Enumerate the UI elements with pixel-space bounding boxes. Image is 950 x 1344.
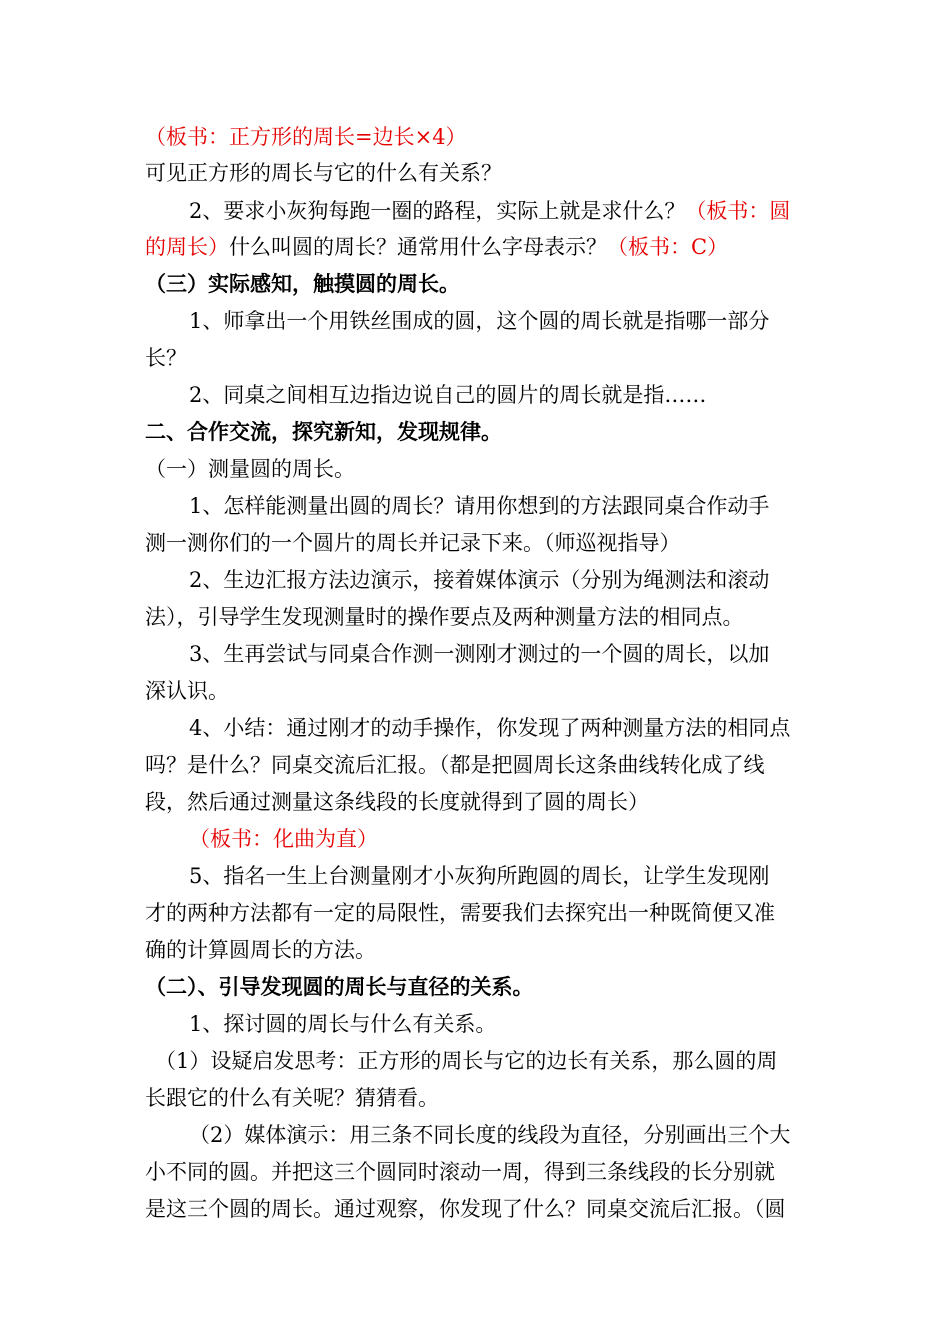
board-note: 的周长） (145, 235, 229, 259)
board-note-curve-to-line: （板书：化曲为直） (189, 827, 378, 851)
paragraph-line: （1）设疑启发思考：正方形的周长与它的边长有关系，那么圆的周 (155, 1049, 778, 1073)
paragraph-line: 5、指名一生上台测量刚才小灰狗所跑圆的周长，让学生发现刚 (189, 864, 770, 888)
subsection-heading: （一）测量圆的周长。 (145, 457, 355, 481)
paragraph-line: 2、要求小灰狗每跑一圈的路程，实际上就是求什么？（板书：圆 (189, 199, 791, 223)
section-heading: （三）实际感知，触摸圆的周长。 (145, 271, 460, 296)
paragraph-line: 1、师拿出一个用铁丝围成的圆，这个圆的周长就是指哪一部分 (189, 309, 770, 333)
board-note-c: （板书：C） (607, 235, 729, 259)
paragraph-line: 3、生再尝试与同桌合作测一测刚才测过的一个圆的周长，以加 (189, 642, 770, 666)
paragraph-line: 2、生边汇报方法边演示，接着媒体演示（分别为绳测法和滚动 (189, 568, 770, 592)
paragraph-line: 2、同桌之间相互边指边说自己的圆片的周长就是指…… (189, 383, 707, 407)
paragraph-line: 4、小结：通过刚才的动手操作，你发现了两种测量方法的相同点 (189, 716, 791, 740)
paragraph-line: 是这三个圆的周长。通过观察，你发现了什么？同桌交流后汇报。（圆 (145, 1197, 786, 1221)
paragraph-line: 长？ (145, 346, 187, 370)
paragraph-line: 的周长）什么叫圆的周长？通常用什么字母表示？（板书：C） (145, 235, 729, 259)
paragraph-line: 深认识。 (145, 679, 229, 703)
board-note-square: （板书：正方形的周长=边长×4） (145, 125, 467, 149)
paragraph-line: 确的计算圆周长的方法。 (145, 938, 376, 962)
paragraph-line: （2）媒体演示：用三条不同长度的线段为直径，分别画出三个大 (189, 1123, 791, 1147)
paragraph-line: 1、探讨圆的周长与什么有关系。 (189, 1012, 497, 1036)
section-heading: （二）、引导发现圆的周长与直径的关系。 (145, 974, 534, 999)
board-note: （板书：圆 (685, 199, 791, 223)
paragraph-line: 1、怎样能测量出圆的周长？请用你想到的方法跟同桌合作动手 (189, 494, 770, 518)
paragraph-line: 小不同的圆。并把这三个圆同时滚动一周，得到三条线段的长分别就 (145, 1160, 775, 1184)
paragraph-line: 吗？是什么？同桌交流后汇报。（都是把圆周长这条曲线转化成了线 (145, 753, 765, 777)
paragraph-line: 可见正方形的周长与它的什么有关系？ (145, 161, 502, 185)
paragraph-line: 才的两种方法都有一定的局限性，需要我们去探究出一种既简便又准 (145, 901, 775, 925)
section-heading: 二、合作交流，探究新知，发现规律。 (145, 419, 502, 444)
paragraph-line: 段，然后通过测量这条线段的长度就得到了圆的周长） (145, 790, 649, 814)
paragraph-line: 长跟它的什么有关呢？猜猜看。 (145, 1086, 439, 1110)
paragraph-line: 测一测你们的一个圆片的周长并记录下来。（师巡视指导） (145, 531, 681, 555)
paragraph-line: 法），引导学生发现测量时的操作要点及两种测量方法的相同点。 (145, 605, 744, 629)
